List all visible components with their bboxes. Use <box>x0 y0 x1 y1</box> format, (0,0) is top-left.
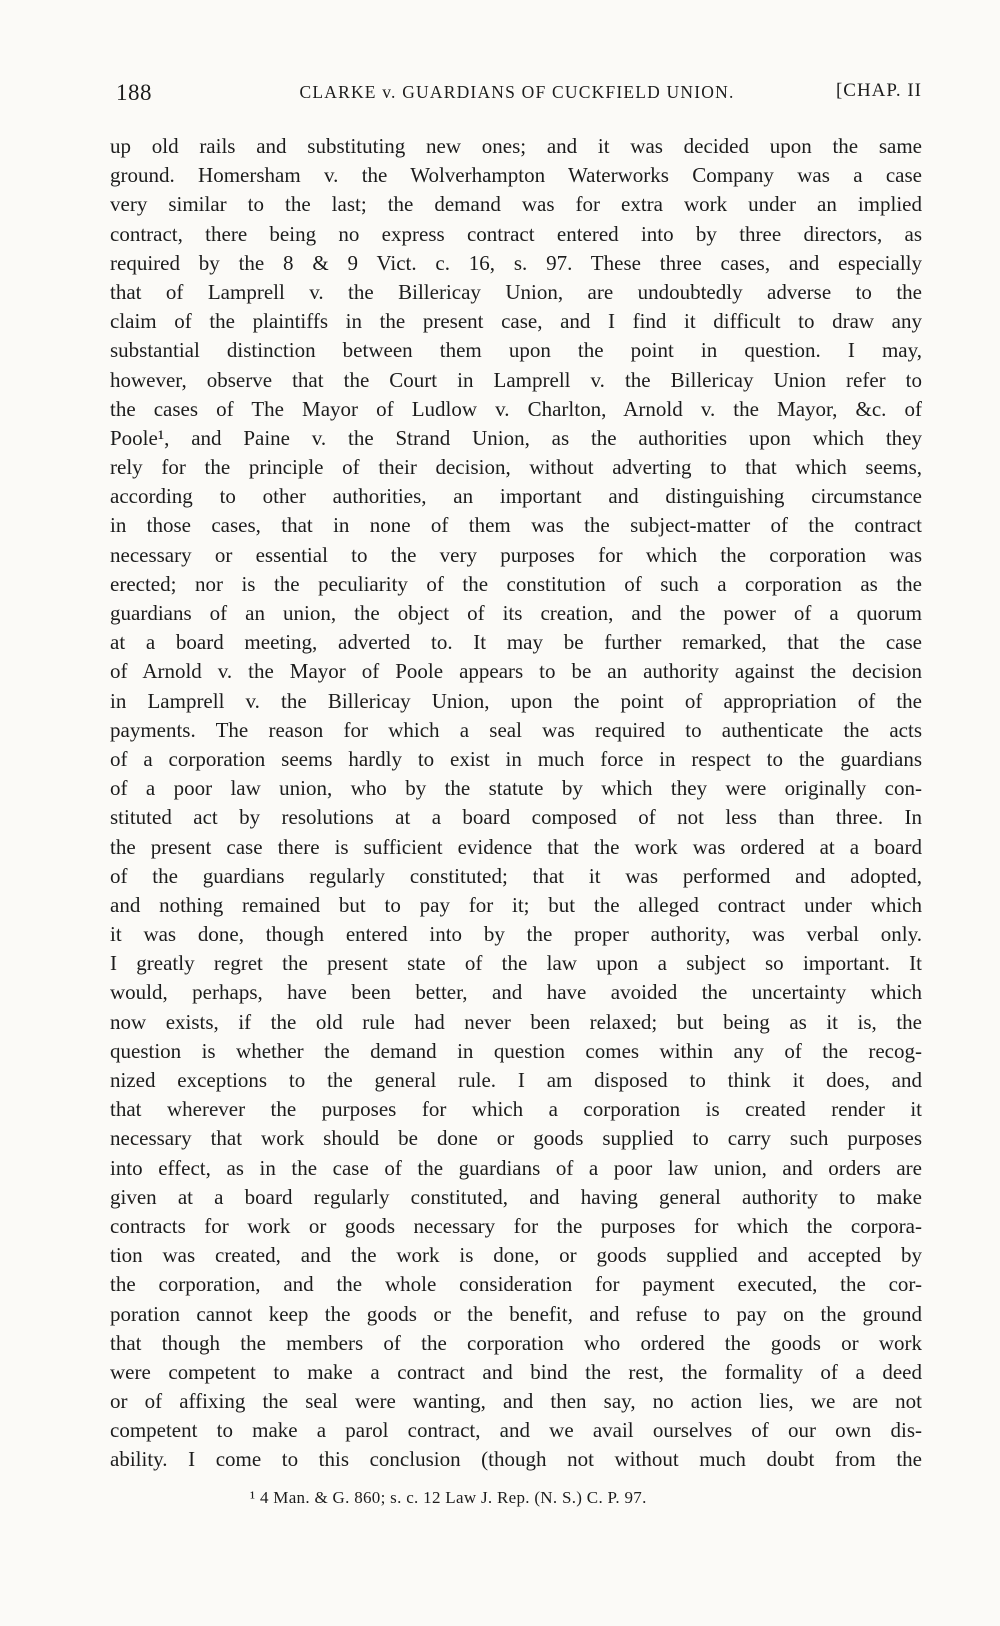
text-line: and nothing remained but to pay for it; but the alleged contract under which <box>110 892 922 917</box>
text-line: ground. Homersham v. the Wolverhampton Waterworks Company was a case <box>110 163 922 188</box>
text-line: that though the members of the corporation who ordered the goods or work <box>110 1330 922 1355</box>
text-line: poration cannot keep the goods or the benefit, and refuse to pay on the ground <box>110 1301 922 1326</box>
text-line: of a corporation seems hardly to exist in much force in respect to the guardians <box>110 746 922 771</box>
text-line: very similar to the last; the demand was for extra work under an implied <box>110 192 922 217</box>
text-line: were competent to make a contract and bind the rest, the formality of a deed <box>110 1359 922 1384</box>
text-line: nized exceptions to the general rule. I am disposed to think it does, and <box>110 1068 922 1092</box>
text-line: guardians of an union, the object of its creation, and the power of a quorum <box>110 601 922 625</box>
text-line: or of affixing the seal were wanting, and then say, no action lies, we are not <box>110 1389 922 1414</box>
text-line: substantial distinction between them upon the point in question. I may, <box>110 338 922 363</box>
text-line: necessary or essential to the very purposes for which the corporation was <box>110 542 922 567</box>
text-line: rely for the principle of their decision, without adverting to that which seems, <box>110 455 922 480</box>
text-line: that of Lamprell v. the Billericay Union, are undoubtedly adverse to the <box>110 279 922 304</box>
text-line: the corporation, and the whole consideration for payment executed, the cor- <box>110 1272 922 1297</box>
text-line: that wherever the purposes for which a corporation is created render it <box>110 1097 922 1122</box>
text-line: necessary that work should be done or goods supplied to carry such purposes <box>110 1126 922 1151</box>
text-line: now exists, if the old rule had never been relaxed; but being as it is, the <box>110 1009 922 1034</box>
text-line: contracts for work or goods necessary for the purposes for which the corpora- <box>110 1213 922 1238</box>
text-line: at a board meeting, adverted to. It may be further remarked, that the case <box>110 630 922 655</box>
text-line: payments. The reason for which a seal was required to authenticate the acts <box>110 717 922 742</box>
text-line: according to other authorities, an important and distinguishing circumstance <box>110 484 922 509</box>
text-line: I greatly regret the present state of the law upon a subject so important. It <box>110 951 922 976</box>
text-line: it was done, though entered into by the proper authority, was verbal only. <box>110 922 922 947</box>
text-line: in Lamprell v. the Billericay Union, upon the point of appropriation of the <box>110 688 922 713</box>
footnote: ¹ 4 Man. & G. 860; s. c. 12 Law J. Rep. (N. S.) C. P. 97. <box>250 1488 647 1507</box>
text-line: of a poor law union, who by the statute by which they were originally con- <box>110 776 922 801</box>
text-line: into effect, as in the case of the guardians of a poor law union, and orders are <box>110 1155 922 1180</box>
text-line: Poole¹, and Paine v. the Strand Union, as the authorities upon which they <box>110 425 922 450</box>
running-title: CLARKE v. GUARDIANS OF CUCKFIELD UNION. <box>299 82 735 102</box>
text-line: tion was created, and the work is done, or goods supplied and accepted by <box>110 1243 922 1268</box>
chapter-label: [CHAP. II <box>835 80 922 101</box>
text-line: would, perhaps, have been better, and have avoided the uncertainty which <box>110 980 922 1005</box>
text-line: the present case there is sufficient evidence that the work was ordered at a board <box>110 834 922 859</box>
text-line: stituted act by resolutions at a board composed of not less than three. In <box>110 805 922 830</box>
text-line: ability. I come to this conclusion (though not without much doubt from the <box>110 1447 922 1472</box>
text-line: erected; nor is the peculiarity of the constitution of such a corporation as the <box>110 571 922 596</box>
text-line: however, observe that the Court in Lamprell v. the Billericay Union refer to <box>110 367 922 392</box>
page-number: 188 <box>116 80 152 105</box>
text-line: of the guardians regularly constituted; that it was performed and adopted, <box>110 863 922 888</box>
text-line: the cases of The Mayor of Ludlow v. Charlton, Arnold v. the Mayor, &c. of <box>110 396 922 421</box>
text-line: given at a board regularly constituted, and having general authority to make <box>110 1184 922 1209</box>
text-line: in those cases, that in none of them was the subject-matter of the contract <box>110 513 922 538</box>
text-line: contract, there being no express contract entered into by three directors, as <box>110 221 922 246</box>
running-header <box>112 74 922 114</box>
body-text <box>110 132 922 1475</box>
text-line: of Arnold v. the Mayor of Poole appears to be an authority against the decision <box>110 659 922 684</box>
text-line: competent to make a parol contract, and we avail ourselves of our own dis- <box>110 1418 922 1443</box>
text-line: required by the 8 & 9 Vict. c. 16, s. 97. These three cases, and especially <box>110 250 922 275</box>
text-line: claim of the plaintiffs in the present case, and I find it difficult to draw any <box>110 309 922 334</box>
text-line: up old rails and substituting new ones; and it was decided upon the same <box>110 134 922 158</box>
text-line: question is whether the demand in question comes within any of the recog- <box>110 1038 922 1063</box>
